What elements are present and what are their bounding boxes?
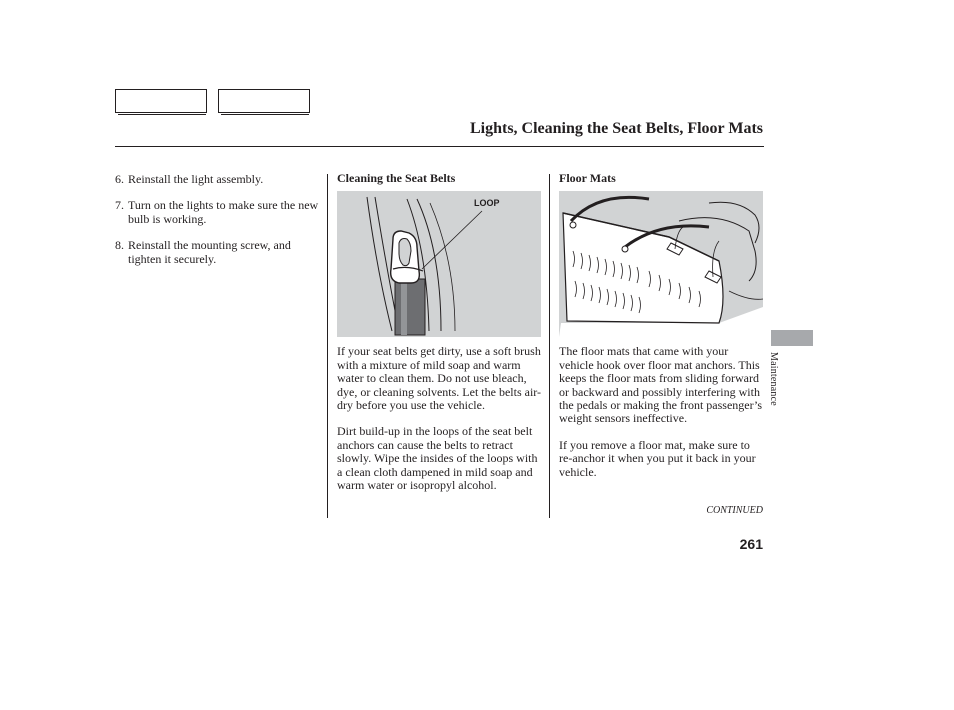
step-text: Reinstall the light assembly. (128, 172, 264, 186)
seat-belt-figure (337, 191, 541, 337)
paragraph: The floor mats that came with your vehicle hook over floor mat anchors. This keeps the floor mats from sliding forward or backward and possibly interfering with the pedals or making the front passenger’s weight sensors ineffective. (559, 344, 763, 426)
section-tab[interactable] (771, 330, 813, 346)
step-number: 6. (115, 172, 124, 186)
seatbelts-section (337, 172, 542, 505)
floormats-section (559, 172, 764, 492)
page-number: 261 (739, 536, 763, 552)
step-text: Reinstall the mounting screw, and tighten it securely. (128, 238, 291, 266)
title-rule (115, 146, 764, 147)
step-number: 8. (115, 238, 124, 252)
column-divider (549, 174, 550, 518)
section-heading: Cleaning the Seat Belts (337, 171, 456, 185)
nav-button-next[interactable] (218, 89, 310, 113)
step-text: Turn on the lights to make sure the new bulb is working. (128, 198, 319, 226)
paragraph: If you remove a floor mat, make sure to re-anchor it when you put it back in your vehicle. (559, 437, 756, 479)
list-item (115, 198, 320, 226)
continued-label: CONTINUED (706, 505, 763, 516)
floor-mat-illustration-icon (559, 191, 763, 337)
paragraph: If your seat belts get dirty, use a soft brush with a mixture of mild soap and warm water to clean them. Do not use bleach, dye, or cleaning solvents. Let the belts air-dry before you use the vehicle. (337, 344, 542, 413)
floor-mat-figure (559, 191, 763, 337)
step-list (115, 172, 320, 278)
loop-label: LOOP (474, 198, 500, 209)
column-divider (327, 174, 328, 518)
page-title: Lights, Cleaning the Seat Belts, Floor Mats (469, 120, 763, 137)
section-heading: Floor Mats (559, 171, 616, 185)
list-item (115, 238, 320, 266)
nav-button-previous[interactable] (115, 89, 207, 113)
section-tab-label: Maintenance (768, 352, 779, 406)
step-number: 7. (115, 198, 124, 212)
list-item (115, 172, 320, 186)
paragraph: Dirt build-up in the loops of the seat belt anchors can cause the belts to retract slowly. Wipe the insides of the loops with a clean cloth dampened in mild soap and warm water or isopropyl alcohol. (337, 424, 538, 493)
seat-belt-loop-illustration-icon (337, 191, 541, 337)
